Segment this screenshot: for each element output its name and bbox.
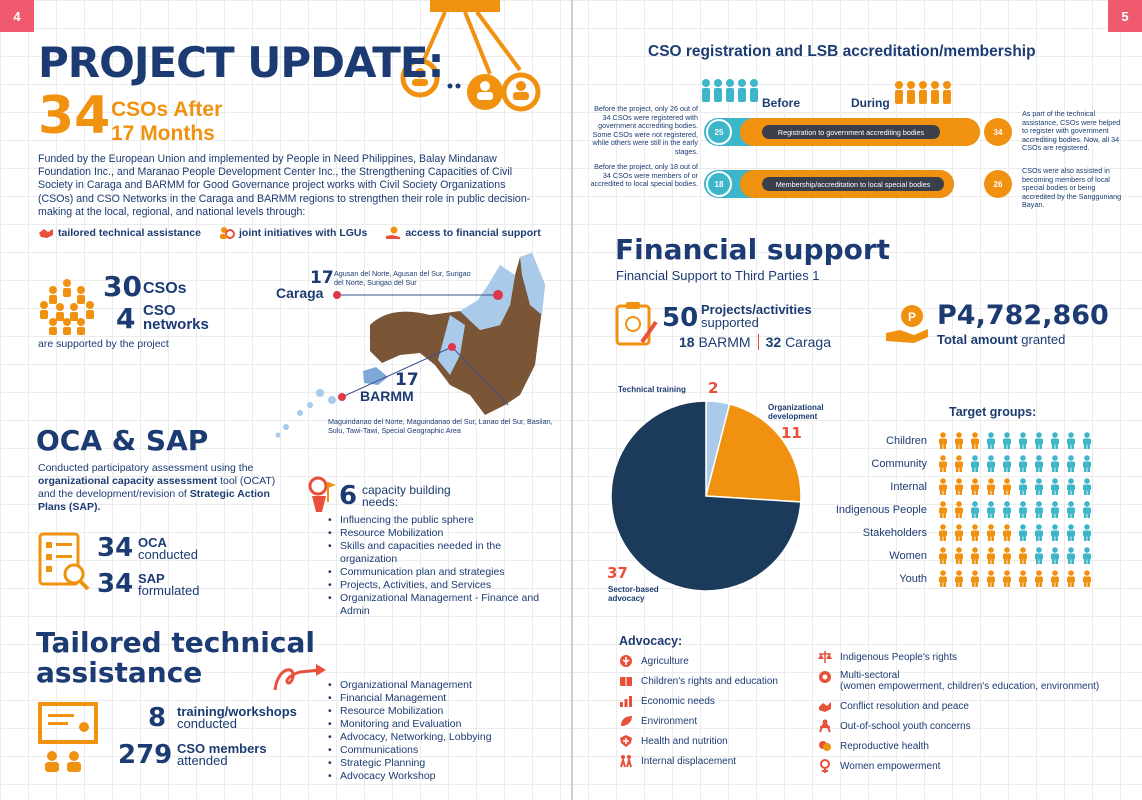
members-label (177, 743, 267, 767)
person-icon (1019, 432, 1027, 449)
person-icon (1083, 547, 1091, 564)
person-icon (987, 501, 995, 518)
advocacy-label: Economic needs (641, 695, 715, 707)
trainings-label-1: training/workshops (177, 704, 297, 719)
svg-text:P: P (908, 310, 917, 324)
pie-label-org (768, 404, 824, 421)
caraga-projects-count: 32 (765, 334, 782, 350)
person-icon (939, 455, 947, 472)
person-icon (1035, 524, 1043, 541)
person-icon (1051, 524, 1059, 541)
person-icon (1051, 478, 1059, 495)
target-group-people-icons (935, 455, 1100, 473)
advocacy-item (818, 756, 1099, 776)
person-icon (955, 478, 963, 495)
supported-caption: are supported by the project (38, 338, 169, 350)
person-icon (1067, 501, 1075, 518)
person-icon (1035, 547, 1043, 564)
crowd-icon (36, 274, 98, 336)
advocacy-label: Reproductive health (840, 740, 929, 752)
advocacy-item (818, 647, 1099, 667)
tta-heading-1: Tailored technical (36, 626, 315, 659)
target-groups-list (830, 429, 1120, 590)
tta-topic: • Communications (328, 744, 558, 757)
hand-coin-icon (385, 226, 401, 240)
target-groups-heading: Target groups: (949, 405, 1037, 419)
target-group-row (830, 475, 1120, 498)
target-group-people-icons (935, 524, 1100, 542)
leaf-icon (619, 714, 633, 728)
advocacy-pie-chart (600, 390, 840, 605)
person-icon (971, 501, 979, 518)
person-icon (1003, 547, 1011, 564)
through-label: access to financial support (405, 227, 541, 239)
agriculture-icon (619, 654, 633, 668)
through-list (38, 226, 558, 240)
person-icon (971, 432, 979, 449)
person-icon (971, 478, 979, 495)
advocacy-label: Indigenous People's rights (840, 651, 957, 663)
person-icon (1051, 432, 1059, 449)
pie-value-sector: 37 (607, 564, 628, 582)
members-label-1: CSO members (177, 741, 267, 756)
trainings-number: 8 (148, 703, 167, 733)
person-icon (1003, 478, 1011, 495)
networks-label-1: CSO (143, 302, 176, 319)
person-icon (971, 455, 979, 472)
person-icon (971, 524, 979, 541)
displacement-icon (619, 754, 633, 768)
advocacy-label: Agriculture (641, 655, 689, 667)
person-icon (1019, 455, 1027, 472)
capacity-item: • Communication plan and strategies (328, 566, 556, 579)
registration-during-text: As part of the technical assistance, CSOs were helped to register with government accrediting bodies. Now, all 34 CSOs are registered. (1022, 109, 1121, 153)
person-icon (1019, 570, 1027, 587)
breakdown-divider (758, 334, 759, 350)
person-icon (939, 570, 947, 587)
oca-desc-bold: Strategic Action Plans (SAP). (38, 488, 270, 513)
page-number-right: 5 (1108, 0, 1142, 32)
children-icon (619, 674, 633, 688)
target-group-people-icons (935, 478, 1100, 496)
health-icon (619, 734, 633, 748)
advocacy-item (818, 736, 1099, 756)
person-icon (971, 547, 979, 564)
page-gutter (571, 0, 573, 800)
person-icon (987, 432, 995, 449)
trainings-label-2: conducted (177, 716, 237, 731)
clipboard-pencil-icon (614, 300, 660, 348)
capacity-label: capacity building needs: (362, 483, 451, 509)
advocacy-multi-2: (women empowerment, children's education, environment) (840, 681, 1100, 692)
person-icon (939, 501, 947, 518)
mountain-flag-icon (306, 476, 338, 514)
target-group-row (830, 452, 1120, 475)
person-icon (1019, 547, 1027, 564)
hero-line-2: 17 Months (111, 122, 215, 145)
advocacy-right-list (818, 647, 1099, 776)
pie-label-sector (608, 586, 659, 603)
advocacy-item (619, 651, 778, 671)
target-group-row (830, 567, 1120, 590)
checklist-magnifier-icon (38, 532, 92, 592)
person-icon (987, 455, 995, 472)
person-icon (1051, 501, 1059, 518)
person-icon (1003, 570, 1011, 587)
advocacy-item (818, 667, 1099, 696)
person-icon (1083, 501, 1091, 518)
person-icon (1035, 432, 1043, 449)
person-icon (1067, 570, 1075, 587)
projects-label-1: Projects/activities (701, 302, 812, 317)
person-icon (971, 570, 979, 587)
registration-before-count: 25 (706, 119, 732, 145)
financial-heading: Financial support (615, 233, 891, 266)
oca-desc-bold: organizational capacity assessment (38, 475, 218, 487)
through-item (219, 226, 367, 240)
person-icon (955, 432, 963, 449)
pie-label-technical: Technical training (618, 385, 686, 394)
person-icon (955, 455, 963, 472)
advocacy-item (619, 671, 778, 691)
members-label-2: attended (177, 753, 228, 768)
target-group-label: Community (871, 457, 927, 470)
target-group-row (830, 429, 1120, 452)
capacity-number: 6 (339, 481, 358, 511)
registration-bar-label: Registration to government accrediting bodies (762, 125, 940, 139)
peace-icon (818, 699, 832, 713)
person-icon (939, 432, 947, 449)
networks-label-2: networks (143, 316, 209, 333)
presentation-icon (38, 702, 106, 774)
reproductive-health-icon (818, 739, 832, 753)
total-amount-label (937, 332, 1065, 347)
through-label: tailored technical assistance (58, 227, 201, 239)
person-icon (1083, 524, 1091, 541)
person-icon (987, 524, 995, 541)
caraga-count: 17 (310, 268, 334, 288)
person-icon (1035, 570, 1043, 587)
person-icon (1067, 547, 1075, 564)
person-icon (1067, 478, 1075, 495)
membership-during-count: 26 (984, 170, 1012, 198)
person-icon (1067, 524, 1075, 541)
target-group-people-icons (935, 547, 1100, 565)
oca-number: 34 (97, 533, 134, 563)
advocacy-label: Conflict resolution and peace (840, 700, 969, 712)
registration-heading: CSO registration and LSB accreditation/membership (648, 43, 1036, 60)
hand-money-icon (884, 303, 930, 345)
pie-value-technical: 2 (708, 379, 719, 397)
advocacy-label-multi (840, 670, 1099, 692)
target-group-people-icons (935, 570, 1100, 588)
oca-label (138, 537, 198, 561)
person-icon (1003, 455, 1011, 472)
advocacy-label: Health and nutrition (641, 735, 728, 747)
target-group-label: Children (886, 434, 927, 447)
oca-description (38, 462, 293, 514)
projects-label-2: supported (701, 315, 759, 330)
target-group-label: Stakeholders (862, 526, 927, 539)
advocacy-label: Environment (641, 715, 698, 727)
scales-icon (818, 650, 832, 664)
members-number: 279 (118, 740, 173, 770)
target-group-people-icons (935, 501, 1100, 519)
registration-before-text: Before the project, only 26 out of 34 CSOs were registered with government accrediting bodies. Some CSOs were not registered, while others were still in the early stages. (592, 104, 698, 156)
networks-number: 4 (116, 302, 136, 335)
networks-label (143, 304, 209, 332)
oca-desc-part: tool (OCAT) and the development/revision of (38, 475, 276, 500)
person-icon (955, 524, 963, 541)
through-item (38, 226, 201, 240)
total-amount: P4,782,860 (937, 300, 1109, 331)
advocacy-left-list (619, 651, 778, 771)
csos-label: CSOs (143, 280, 187, 297)
advocacy-multi-1: Multi-sectoral (840, 670, 900, 681)
capacity-item: • Organizational Management - Finance and Admin (328, 592, 556, 618)
target-group-row (830, 544, 1120, 567)
tta-heading-2: assistance (36, 656, 203, 689)
barmm-label: BARMM (360, 388, 414, 404)
people-group-icon (700, 78, 760, 114)
membership-bar-label: Membership/accreditation to local special bodies (762, 177, 944, 191)
intro-paragraph: Funded by the European Union and implemented by People in Need Philippines, Balay Mindanaw Foundation Inc., and Maranao People Development Center Inc., the Strengthening Capacities of Civil Society in Caraga and BARMM for Good Governance project works with Civil Society Organizations (CSOs) and CSO Networks in the Caraga and BARMM regions to strengthen their role in public decision-making at the local, regional, and national levels through: (38, 153, 531, 218)
barmm-count: 17 (395, 370, 419, 390)
advocacy-label: Children's rights and education (641, 675, 778, 687)
person-icon (1035, 455, 1043, 472)
trainings-label (177, 706, 297, 730)
through-label: joint initiatives with LGUs (238, 227, 368, 239)
hero-number: 34 (38, 86, 111, 146)
person-icon (987, 547, 995, 564)
oca-label-1: OCA (138, 535, 167, 550)
total-amount-bold: Total amount (937, 332, 1018, 347)
person-icon (1083, 478, 1091, 495)
capacity-item: • Resource Mobilization (328, 527, 556, 540)
barmm-projects-label: BARMM (698, 334, 751, 350)
advocacy-label: Out-of-school youth concerns (840, 720, 971, 732)
target-group-label: Women (889, 549, 927, 562)
advocacy-label: Internal displacement (641, 755, 737, 767)
financial-subheading: Financial Support to Third Parties 1 (616, 268, 820, 283)
during-label: During (851, 96, 890, 110)
registration-during-count: 34 (984, 118, 1012, 146)
target-group-label: Indigenous People (835, 503, 927, 516)
target-group-row (830, 521, 1120, 544)
tta-topic: • Strategic Planning (328, 757, 558, 770)
target-group-label: Internal (890, 480, 927, 493)
hero-line-1: CSOs After (111, 98, 223, 121)
tta-topic: • Resource Mobilization (328, 705, 558, 718)
person-icon (1035, 478, 1043, 495)
membership-during-text: CSOs were also assisted in becoming members of local special bodies or being accredited by the Sangguniang Bayan. (1022, 166, 1122, 210)
people-gear-icon (219, 226, 235, 240)
person-icon (1003, 432, 1011, 449)
advocacy-item (619, 691, 778, 711)
person-icon (955, 570, 963, 587)
projects-number: 50 (662, 303, 699, 333)
capacity-item: • Skills and capacities needed in the organization (328, 540, 556, 566)
tta-topic: • Organizational Management (328, 679, 558, 692)
person-icon (987, 478, 995, 495)
women-icon (818, 759, 832, 773)
projects-breakdown (679, 334, 831, 350)
oca-desc-part: Conducted participatory assessment using the (38, 462, 254, 474)
sap-number: 34 (97, 569, 134, 599)
person-icon (1019, 501, 1027, 518)
pie-label-sector-2: advocacy (608, 593, 645, 603)
sap-label-2: formulated (138, 583, 200, 598)
people-group-icon (893, 80, 951, 114)
advocacy-item (619, 751, 778, 771)
pie-label-org-1: Organizational (768, 403, 824, 412)
person-icon (1003, 524, 1011, 541)
projects-label (701, 303, 812, 329)
target-group-people-icons (935, 432, 1100, 450)
tta-topics (328, 679, 558, 783)
tta-topic: • Advocacy, Networking, Lobbying (328, 731, 558, 744)
person-icon (939, 524, 947, 541)
person-icon (1083, 455, 1091, 472)
person-icon (955, 547, 963, 564)
person-icon (939, 547, 947, 564)
multi-sectoral-icon (818, 670, 832, 684)
pie-value-org: 11 (781, 424, 802, 442)
barmm-provinces: Maguindanao del Norte, Maguindanao del Sur, Lanao del Sur, Basilan, Sulu, Tawi-Tawi, Special Geographic Area (328, 417, 553, 435)
hero-subtitle (111, 98, 222, 146)
before-label: Before (762, 96, 801, 110)
total-amount-rest: granted (1021, 332, 1066, 347)
capacity-item: • Influencing the public sphere (328, 514, 556, 527)
youth-icon (818, 719, 832, 733)
person-icon (1019, 524, 1027, 541)
advocacy-item (619, 711, 778, 731)
csos-number: 30 (103, 270, 142, 303)
page-number-left: 4 (0, 0, 34, 32)
advocacy-item (818, 716, 1099, 736)
advocacy-item (619, 731, 778, 751)
through-item (385, 226, 540, 240)
person-icon (1019, 478, 1027, 495)
person-icon (987, 570, 995, 587)
sap-label-1: SAP (138, 571, 165, 586)
person-icon (1003, 501, 1011, 518)
caraga-provinces: Agusan del Norte, Agusan del Sur, Surigao del Norte, Surigao del Sur (334, 269, 471, 287)
person-icon (1067, 455, 1075, 472)
caraga-projects-label: Caraga (785, 334, 831, 350)
membership-before-count: 18 (706, 171, 732, 197)
sap-label (138, 573, 199, 597)
person-icon (1051, 455, 1059, 472)
capacity-item: • Projects, Activities, and Services (328, 579, 556, 592)
person-icon (1035, 501, 1043, 518)
person-icon (1067, 432, 1075, 449)
membership-before-text: Before the project, only 18 out of 34 CSOs were members of or accredited to local special bodies. (590, 162, 698, 189)
advocacy-label: Women empowerment (840, 760, 941, 772)
person-icon (955, 501, 963, 518)
tta-topic: • Monitoring and Evaluation (328, 718, 558, 731)
caraga-label: Caraga (276, 285, 324, 301)
oca-heading: OCA & SAP (36, 424, 209, 457)
advocacy-heading: Advocacy: (619, 634, 683, 648)
person-icon (1051, 570, 1059, 587)
pie-label-org-2: development (768, 411, 818, 421)
barmm-projects-count: 18 (679, 334, 695, 350)
capacity-list (328, 514, 556, 618)
oca-label-2: conducted (138, 547, 198, 562)
curly-arrow-icon (270, 660, 330, 696)
person-icon (1083, 432, 1091, 449)
pie-label-sector-1: Sector-based (608, 585, 659, 594)
person-icon (1051, 547, 1059, 564)
page-title: PROJECT UPDATE: (38, 38, 444, 87)
tta-topic: • Financial Management (328, 692, 558, 705)
advocacy-item (818, 696, 1099, 716)
target-group-row (830, 498, 1120, 521)
economic-icon (619, 694, 633, 708)
target-group-label: Youth (899, 572, 927, 585)
handshake-icon (38, 227, 54, 239)
tta-topic: • Advocacy Workshop (328, 770, 558, 783)
person-icon (939, 478, 947, 495)
person-icon (1083, 570, 1091, 587)
